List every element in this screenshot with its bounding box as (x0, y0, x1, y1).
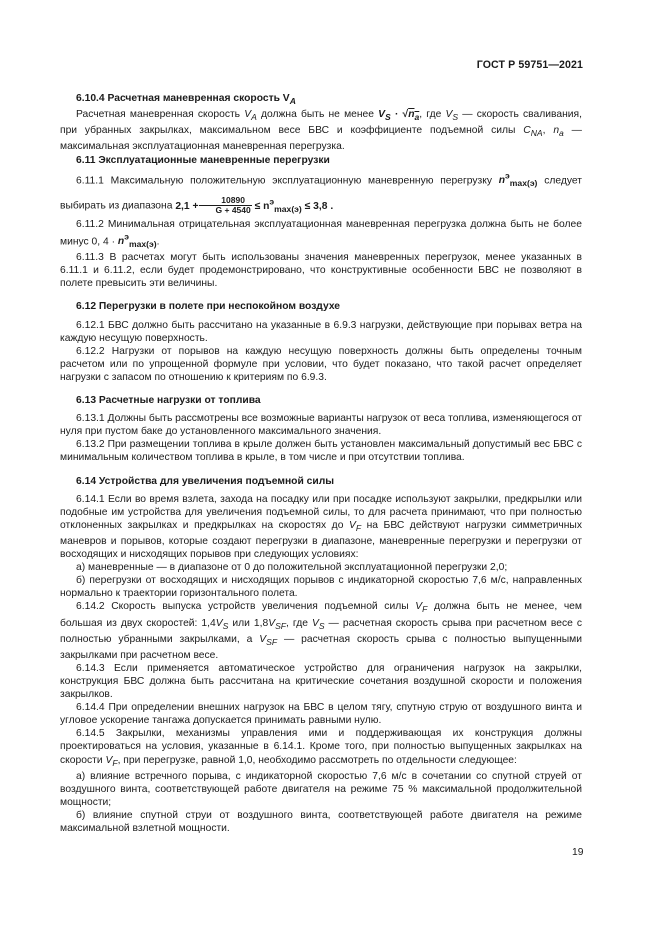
list-item-6-14-5-a: а) влияние встречного порыва, с индикаторной скоростью 7,6 м/с в сочетании со спутной струей от воздушного винта, соответствующей работе двигателя на режиме 75 % максимальной продолжительной мощности; (60, 770, 582, 808)
paragraph-6-11-2: 6.11.2 Минимальная отрицательная эксплуатационная маневренная перегрузка должна быть не более минус 0, $4 \cdot n^э_{max(э)}$. (60, 218, 582, 250)
standard-number: ГОСТ Р 59751—2021 (476, 59, 583, 71)
paragraph-6-11-1: 6.11.1 Максимальную положительную эксплуатационную маневренную перегрузку $n^э_{max(э)}$ следует выбирать из диапазона 2,1 + $\frac{10890}{G + 4540}$ ≤ $n^э_{max(э)} \le 3,8$ . (60, 170, 582, 216)
paragraph-6-12-2: 6.12.2 Нагрузки от порывов на каждую несущую поверхность должны быть определены точным расчетом или по упрощенной формуле при условии, что будет показано, что такой расчет определяет нагрузки с запасом по отношению к критериям по 6.9.3. (60, 345, 582, 383)
heading-6-14: 6.14 Устройства для увеличения подъемной силы (76, 475, 335, 487)
list-item-6-14-5-b: б) влияние спутной струи от воздушного винта, соответствующей работе двигателя на режиме максимальной взлетной мощности. (60, 810, 582, 835)
paragraph-6-13-1: 6.13.1 Должны быть рассмотрены все возможные варианты нагрузок от веса топлива, изменяющегося от нуля при пустом баке до установленного максимального значения. (60, 413, 582, 438)
paragraph-6-14-4: 6.14.4 При определении внешних нагрузок на БВС в целом тягу, спутную струю от воздушного винта и угловое ускорение тангажа допускается принимать равными нулю. (60, 702, 582, 727)
list-item-6-14-1-a: а) маневренные — в диапазоне от 0 до положительной эксплуатационной перегрузки 2,0; (76, 562, 508, 574)
formula-range: 2,1 + $\frac{10890}{G + 4540}$ ≤ $n^э_{max(э)} \le 3,8$ . (175, 195, 334, 216)
paragraph-6-11-3: 6.11.3 В расчетах могут быть использованы значения маневренных перегрузок, менее указанных в 6.11.1 и 6.11.2, если будет продемонстрировано, что конструктивные особенности БВС не позволяют в полете превысить эти величины. (60, 252, 582, 290)
paragraph-6-12-1: 6.12.1 БВС должно быть рассчитано на указанные в 6.9.3 нагрузки, действующие при порывах ветра на каждую несущую поверхность. (60, 319, 582, 344)
formula-va-min: $V_S \cdot √n_a$ (378, 109, 420, 123)
heading-6-12: 6.12 Перегрузки в полете при неспокойном воздухе (76, 301, 341, 313)
paragraph-6-14-3: 6.14.3 Если применяется автоматическое устройство для ограничения нагрузок на закрылки, конструкция БВС должна быть рассчитана на критические сочетания воздушной скорости и положения закрылков. (60, 662, 582, 701)
page-number: 19 (572, 847, 584, 858)
list-item-6-14-1-b: б) перегрузки от восходящих и нисходящих порывов с индикаторной скоростью 7,6 м/с, направленных нормально к траектории горизонтального полета. (60, 575, 582, 600)
heading-6-10-4: 6.10.4 Расчетная маневренная скорость $V_A$ (76, 93, 296, 107)
paragraph-6-10-4: Расчетная маневренная скорость $V_A$ должна быть не менее $V_S \cdot √n_a$, где $V_S$ — скорость сваливания, при убранных закрылках, максимальном весе БВС и коэффициенте подъемной силы $C_{NA}$, $n_a$ — максимальная эксплуатационная маневренная перегрузка. (60, 109, 582, 153)
paragraph-6-14-2: 6.14.2 Скорость выпуска устройств увеличения подъемной силы $V_F$ должна быть не менее, чем большая из двух скоростей: $1,4V_S$ или $1,8V_{SF}$, где $V_S$ — расчетная скорость срыва при расчетном весе с полностью убранными закрылками, а $V_{SF}$ — расчетная скорость срыва с полностью выпущенными закрылками при расчетном весе. (60, 601, 582, 661)
paragraph-6-13-2: 6.13.2 При размещении топлива в крыле должен быть установлен максимальный допустимый вес БВС с минимальным количеством топлива в крыле, в том числе и при отсутствии топлива. (60, 439, 582, 464)
page-content (60, 92, 582, 835)
heading-6-11: 6.11 Эксплуатационные маневренные перегрузки (76, 154, 330, 166)
paragraph-6-14-1: 6.14.1 Если во время взлета, захода на посадку или при посадке используют закрылки, предкрылки или подобные им устройства для увеличения подъемной силы, то для расчета принимают, что при полностью отклоненных закрылках и предкрылках на скоростях до $V_F$ на БВС действуют нагрузки симметричных маневров и порывов, которые создают перегрузки в диапазоне, маневренные перегрузки и перегрузки от восходящих и нисходящих порывов при следующих условиях: (60, 493, 582, 561)
heading-6-13: 6.13 Расчетные нагрузки от топлива (76, 395, 261, 407)
paragraph-6-14-5: 6.14.5 Закрылки, механизмы управления ими и поддерживающая их конструкция должны проектироваться на условия, указанные в 6.14.1. Кроме того, при полностью выпущенных закрылках на скорости $V_F$, при перегрузке, равной 1,0, необходимо рассмотреть по отдельности следующее: (60, 728, 582, 768)
